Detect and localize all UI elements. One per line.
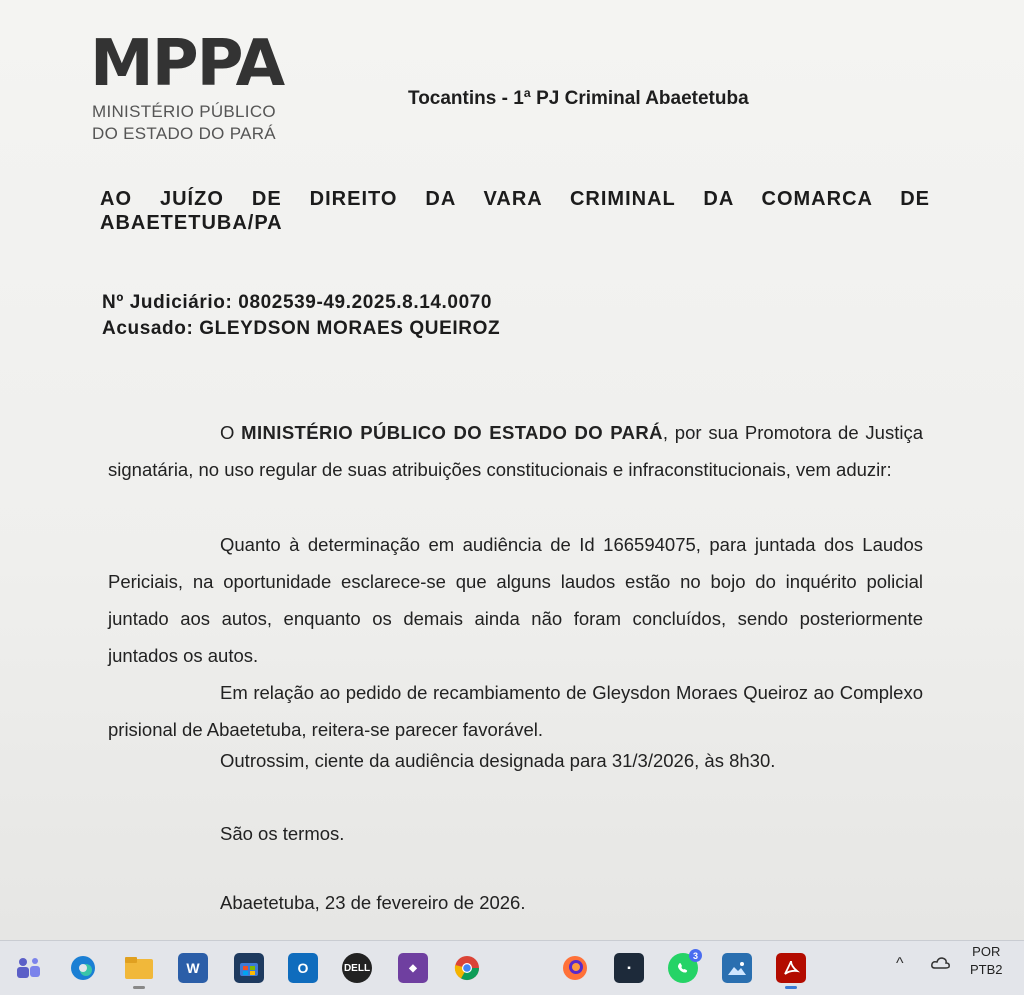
header-unit: Tocantins - 1ª PJ Criminal Abaetetuba — [408, 88, 749, 109]
paragraph-recambiamento — [108, 674, 923, 748]
app-dark-icon[interactable]: ▪ — [614, 953, 644, 983]
p1-prefix: O — [220, 422, 242, 443]
language-indicator[interactable] — [970, 943, 1003, 979]
logo-line2: DO ESTADO DO PARÁ — [92, 124, 276, 143]
logo-mark: MPPA — [90, 27, 284, 101]
mppa-logo — [90, 27, 300, 144]
store-icon[interactable] — [234, 953, 264, 983]
paragraph-intro — [108, 414, 923, 488]
p1-rest: , por sua Promotora de Justiça signatária, no uso regular de suas atribuições constitucionais e infraconstitucionais, vem aduzir: — [108, 422, 923, 480]
addressee-line1: AO JUÍZO DE DIREITO DA VARA CRIMINAL DA COMARCA DE — [100, 188, 930, 210]
paragraph-audiencia: Outrossim, ciente da audiência designada para 31/3/2026, às 8h30. — [220, 750, 776, 771]
tray-chevron-icon[interactable]: ^ — [896, 955, 904, 972]
logo-line1: MINISTÉRIO PÚBLICO — [92, 102, 276, 121]
addressee-line2: ABAETETUBA/PA — [100, 212, 283, 234]
defendant: Acusado: GLEYDSON MORAES QUEIROZ — [102, 318, 501, 339]
whatsapp-icon[interactable] — [668, 950, 698, 983]
outlook-icon[interactable]: O — [288, 953, 318, 983]
p3-text: Em relação ao pedido de recambiamento de Gleysdon Moraes Queiroz ao Complexo prisional de Abaetetuba, reitera-se parecer favorável. — [108, 682, 923, 740]
word-icon[interactable]: W — [178, 953, 208, 983]
chrome-icon[interactable] — [452, 953, 482, 983]
language-top: POR — [972, 944, 1001, 959]
place-date: Abaetetuba, 23 de fevereiro de 2026. — [220, 892, 526, 913]
acrobat-icon[interactable] — [776, 953, 806, 983]
language-bottom: PTB2 — [970, 962, 1003, 977]
p1-bold: MINISTÉRIO PÚBLICO DO ESTADO DO PARÁ — [241, 422, 663, 443]
case-number: Nº Judiciário: 0802539-49.2025.8.14.0070 — [102, 292, 493, 313]
file-explorer-icon[interactable] — [124, 953, 154, 983]
paragraph-laudos — [108, 526, 923, 674]
dell-icon[interactable]: DELL — [342, 953, 372, 983]
pje-icon[interactable]: ◆ — [398, 953, 428, 983]
taskbar — [0, 940, 1024, 995]
teams-icon[interactable] — [14, 953, 44, 983]
edge-icon[interactable] — [68, 953, 98, 983]
firefox-icon[interactable] — [560, 953, 590, 983]
whatsapp-badge: 3 — [689, 949, 702, 962]
closing: São os termos. — [220, 823, 345, 844]
cloud-icon[interactable] — [930, 955, 952, 976]
photos-icon[interactable] — [722, 953, 752, 983]
p2-text: Quanto à determinação em audiência de Id 166594075, para juntada dos Laudos Periciais, na oportunidade esclarece-se que alguns laudos estão no bojo do inquérito policial juntado aos autos, enquanto os demais ainda não foram concluídos, sendo posteriormente juntados os autos. — [108, 534, 923, 666]
